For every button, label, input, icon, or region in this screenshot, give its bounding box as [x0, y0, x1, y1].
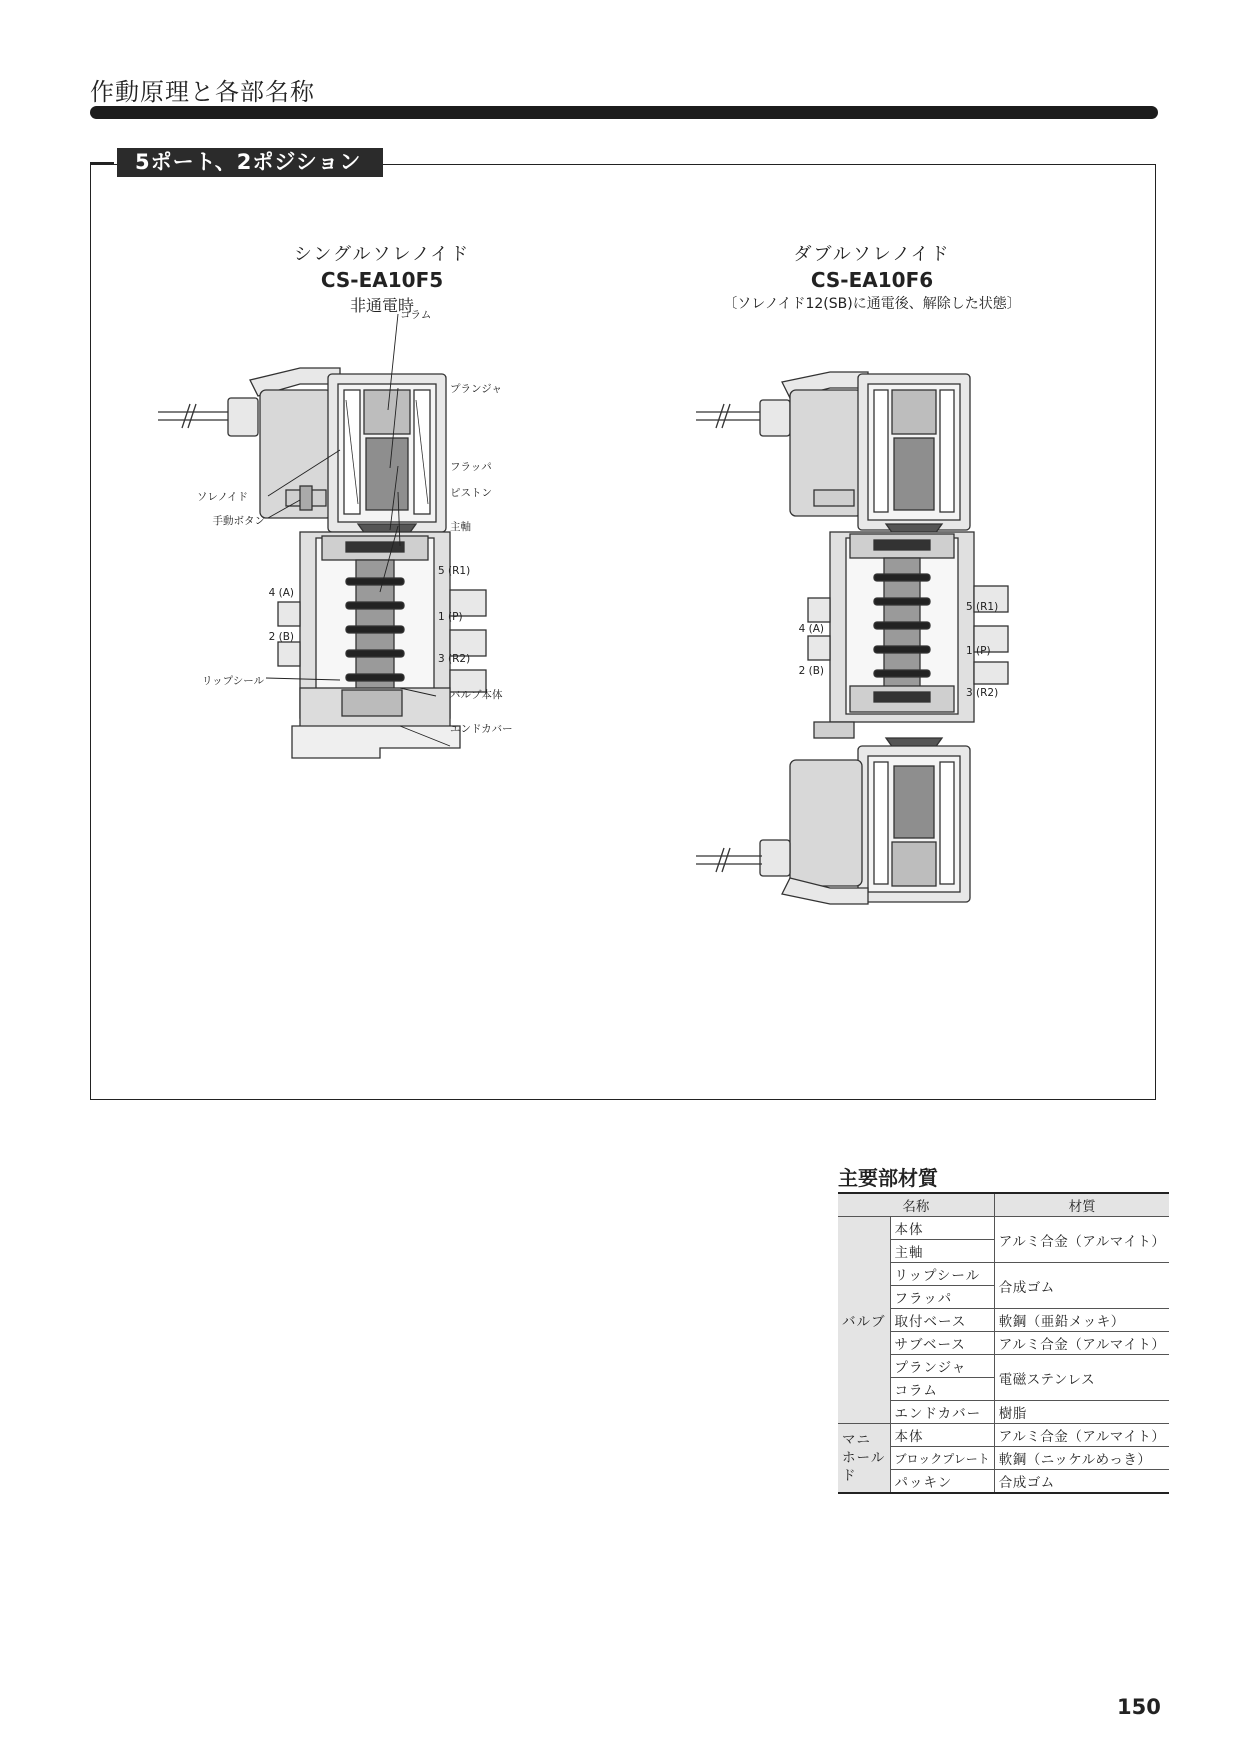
- label-solenoid: ソレノイド: [196, 491, 248, 503]
- double-state-label: 〔ソレノイド12(SB)に通電後、解除した状態〕: [723, 296, 1021, 312]
- part-name: エンドカバー: [890, 1401, 994, 1424]
- label-valve-body: バルブ本体: [450, 689, 503, 701]
- part-name: フラッパ: [890, 1286, 994, 1309]
- part-name: リップシール: [890, 1263, 994, 1286]
- part-name: プランジャ: [890, 1355, 994, 1378]
- part-name: サブベース: [890, 1332, 994, 1355]
- part-material: 合成ゴム: [994, 1263, 1169, 1309]
- label-plunger: プランジャ: [450, 383, 503, 395]
- label-port-a: 4 (A): [798, 623, 824, 635]
- part-name: パッキン: [890, 1470, 994, 1494]
- double-solenoid-diagram: [690, 370, 1020, 1010]
- part-name: 取付ベース: [890, 1309, 994, 1332]
- label-port-r2: 3 (R2): [966, 687, 999, 699]
- single-solenoid-header: [262, 240, 502, 316]
- label-piston: ピストン: [450, 487, 492, 499]
- part-material: 電磁ステンレス: [994, 1355, 1169, 1401]
- label-port-b: 2 (B): [268, 631, 294, 643]
- double-type-label: ダブルソレノイド: [793, 244, 951, 265]
- label-spool: 主軸: [450, 521, 471, 533]
- double-model-number: CS-EA10F6: [810, 268, 934, 292]
- group-manifold: マニ ホールド: [838, 1424, 890, 1494]
- double-solenoid-header: [722, 240, 1022, 313]
- materials-table: [838, 1192, 1169, 1494]
- label-port-r1: 5 (R1): [966, 601, 999, 613]
- label-end-cover: エンドカバー: [450, 723, 513, 735]
- label-column: コラム: [400, 309, 432, 321]
- label-port-p: 1 (P): [438, 611, 463, 623]
- label-lip-seal: リップシール: [202, 675, 264, 687]
- table-row: [838, 1217, 1169, 1240]
- header-name: 名称: [838, 1193, 994, 1217]
- part-name: 主軸: [890, 1240, 994, 1263]
- label-manual-button: 手動ボタン: [212, 515, 265, 527]
- section-tag: 5ポート、2ポジション: [117, 148, 383, 177]
- part-material: アルミ合金（アルマイト）: [994, 1217, 1169, 1263]
- part-material: 軟鋼（亜鉛メッキ）: [994, 1309, 1169, 1332]
- header-material: 材質: [994, 1193, 1169, 1217]
- materials-title: 主要部材質: [838, 1166, 938, 1190]
- label-port-r1: 5 (R1): [438, 565, 471, 577]
- single-solenoid-diagram: [150, 309, 530, 830]
- part-name: ブロックプレート: [890, 1447, 994, 1470]
- part-material: アルミ合金（アルマイト）: [994, 1332, 1169, 1355]
- title-rule: [90, 106, 1158, 119]
- group-valve: バルブ: [838, 1217, 890, 1424]
- label-port-r2: 3 (R2): [438, 653, 471, 665]
- label-flapper: フラッパ: [450, 461, 492, 473]
- part-material: アルミ合金（アルマイト）: [994, 1424, 1169, 1447]
- table-row: [838, 1424, 1169, 1447]
- part-name: 本体: [890, 1424, 994, 1447]
- label-port-a: 4 (A): [268, 587, 294, 599]
- part-material: 合成ゴム: [994, 1470, 1169, 1494]
- part-material: 軟鋼（ニッケルめっき）: [994, 1447, 1169, 1470]
- part-material: 樹脂: [994, 1401, 1169, 1424]
- page-number: 150: [1117, 1695, 1161, 1719]
- single-state-label: 非通電時: [349, 296, 414, 315]
- label-port-b: 2 (B): [798, 665, 824, 677]
- label-port-p: 1 (P): [966, 645, 991, 657]
- single-model-number: CS-EA10F5: [320, 268, 444, 292]
- part-name: 本体: [890, 1217, 994, 1240]
- page-title: 作動原理と各部名称: [90, 78, 315, 106]
- part-name: コラム: [890, 1378, 994, 1401]
- single-type-label: シングルソレノイド: [293, 244, 471, 265]
